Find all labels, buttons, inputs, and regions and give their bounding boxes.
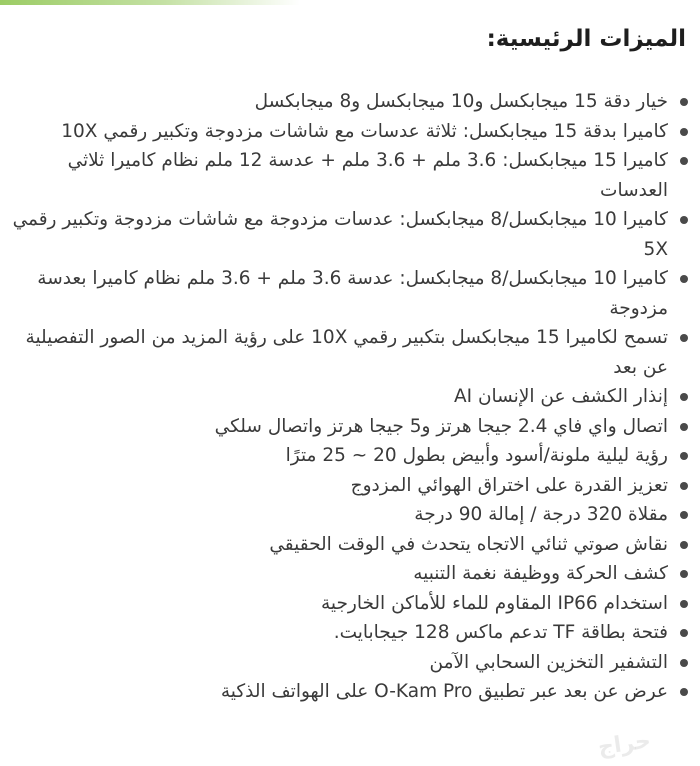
watermark-logo: حراج xyxy=(596,728,653,761)
bullet-icon xyxy=(680,482,688,490)
bullet-icon xyxy=(680,393,688,401)
bullet-icon xyxy=(680,275,688,283)
bullet-icon xyxy=(680,511,688,519)
feature-text: نقاش صوتي ثنائي الاتجاه يتحدث في الوقت الحقيقي xyxy=(269,533,668,555)
bullet-icon xyxy=(680,452,688,460)
bullet-icon xyxy=(680,157,688,165)
feature-item xyxy=(10,117,690,147)
feature-item xyxy=(10,589,690,619)
bullet-icon xyxy=(680,570,688,578)
feature-text: رؤية ليلية ملونة/أسود وأبيض بطول 20 ~ 25 مترًا xyxy=(285,445,668,466)
feature-text: كاميرا 15 ميجابكسل: 3.6 ملم + 3.6 ملم + عدسة 12 ملم نظام كاميرا ثلاثي العدسات xyxy=(67,150,668,201)
feature-text: اتصال واي فاي 2.4 جيجا هرتز و5 جيجا هرتز واتصال سلكي xyxy=(214,415,668,437)
feature-item xyxy=(10,323,690,382)
bullet-icon xyxy=(680,216,688,224)
feature-text: كشف الحركة ووظيفة نغمة التنبيه xyxy=(413,563,668,584)
bullet-icon xyxy=(680,128,688,136)
feature-item xyxy=(10,530,690,560)
feature-text: تسمح لكاميرا 15 ميجابكسل بتكبير رقمي 10X على رؤية المزيد من الصور التفصيلية عن بعد xyxy=(25,327,668,378)
feature-item xyxy=(10,146,690,205)
feature-item xyxy=(10,559,690,589)
feature-item xyxy=(10,205,690,264)
feature-text: كاميرا بدقة 15 ميجابكسل: ثلاثة عدسات مع شاشات مزدوجة وتكبير رقمي 10X xyxy=(61,120,668,142)
feature-item xyxy=(10,264,690,323)
feature-item xyxy=(10,648,690,678)
bullet-icon xyxy=(680,600,688,608)
feature-text: فتحة بطاقة TF تدعم ماكس 128 جيجابايت. xyxy=(333,622,668,643)
feature-text: إنذار الكشف عن الإنسان AI xyxy=(453,386,668,407)
feature-text: عرض عن بعد عبر تطبيق O-Kam Pro على الهواتف الذكية xyxy=(220,681,668,702)
feature-list xyxy=(10,87,690,707)
feature-text: مقلاة 320 درجة / إمالة 90 درجة xyxy=(414,504,668,525)
feature-item xyxy=(10,618,690,648)
feature-item xyxy=(10,412,690,442)
bullet-icon xyxy=(680,541,688,549)
feature-item xyxy=(10,677,690,707)
feature-text: التشفير التخزين السحابي الآمن xyxy=(429,651,668,673)
bullet-icon xyxy=(680,98,688,106)
bullet-icon xyxy=(680,688,688,696)
feature-item xyxy=(10,471,690,501)
feature-text: استخدام IP66 المقاوم للماء للأماكن الخارجية xyxy=(320,592,668,614)
feature-text: تعزيز القدرة على اختراق الهوائي المزدوج xyxy=(350,474,668,496)
top-accent-bar xyxy=(0,0,300,5)
feature-item xyxy=(10,87,690,117)
bullet-icon xyxy=(680,334,688,342)
bullet-icon xyxy=(680,659,688,667)
feature-item xyxy=(10,382,690,412)
feature-item xyxy=(10,500,690,530)
feature-text: كاميرا 10 ميجابكسل/8 ميجابكسل: عدسات مزدوجة مع شاشات مزدوجة وتكبير رقمي 5X xyxy=(12,209,668,260)
bullet-icon xyxy=(680,629,688,637)
bullet-icon xyxy=(680,423,688,431)
feature-text: خيار دقة 15 ميجابكسل و10 ميجابكسل و8 ميجابكسل xyxy=(254,91,668,112)
feature-text: كاميرا 10 ميجابكسل/8 ميجابكسل: عدسة 3.6 ملم + 3.6 ملم نظام كاميرا بعدسة مزدوجة xyxy=(37,268,668,319)
page-title: الميزات الرئيسية: xyxy=(486,26,686,52)
feature-item xyxy=(10,441,690,471)
